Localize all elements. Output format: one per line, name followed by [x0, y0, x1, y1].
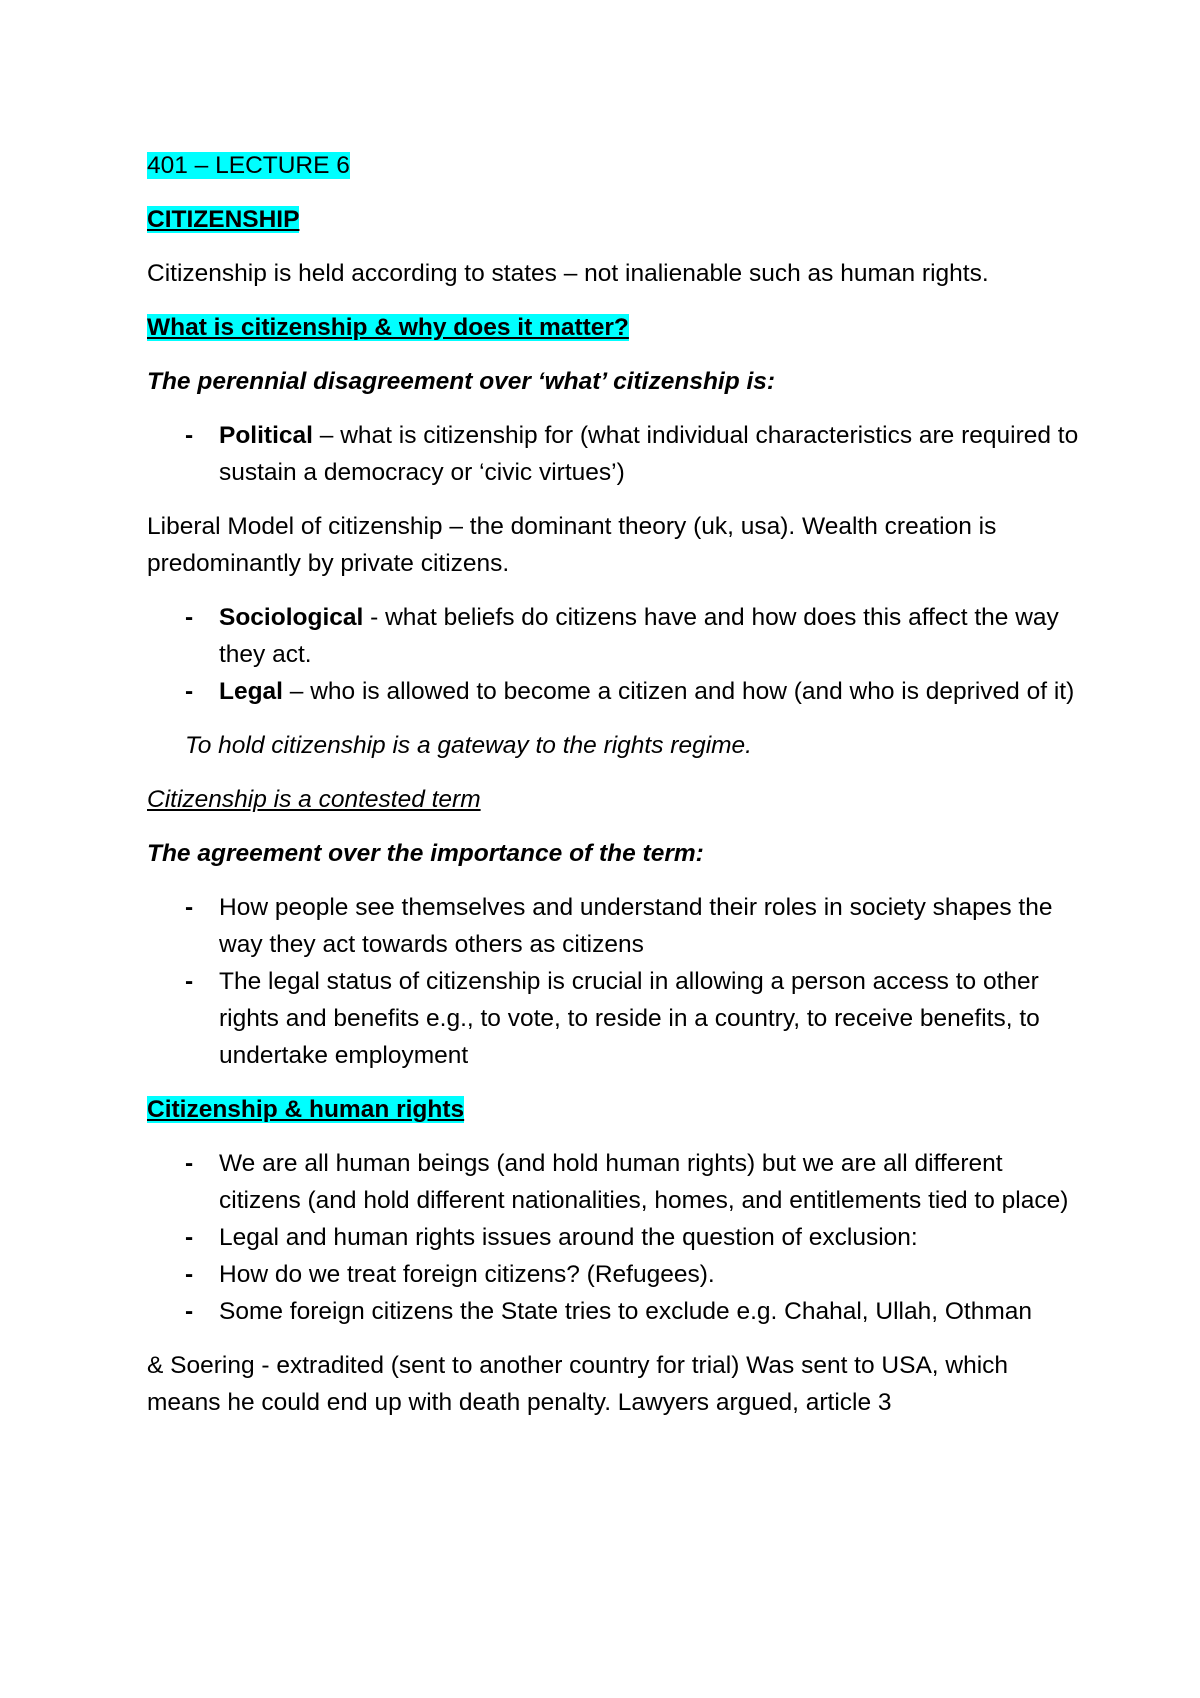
- importance-list: [147, 889, 1087, 1074]
- section-heading-human-rights: Citizenship & human rights: [147, 1096, 465, 1123]
- list-item: - The legal status of citizenship is crucial in allowing a person access to other rights and benefits e.g., to vote, to reside in a country, to receive benefits, to undertake employment: [147, 963, 1087, 1074]
- list-item-legal: - Legal – who is allowed to become a citizen and how (and who is deprived of it): [147, 673, 1087, 710]
- gateway-statement: To hold citizenship is a gateway to the rights regime.: [185, 732, 752, 759]
- human-rights-list: [147, 1145, 1087, 1330]
- section-heading-what-is-citizenship: What is citizenship & why does it matter?: [147, 314, 629, 341]
- list-item-political: - Political – what is citizenship for (what individual characteristics are required to sustain a democracy or ‘civic virtues’): [147, 417, 1087, 491]
- citizenship-heading: CITIZENSHIP: [147, 206, 300, 233]
- agreement-heading: The agreement over the importance of the term:: [147, 840, 704, 867]
- list-item: - We are all human beings (and hold human rights) but we are all different citizens (and hold different nationalities, homes, and entitlements tied to place): [147, 1145, 1087, 1219]
- soering-paragraph: & Soering - extradited (sent to another country for trial) Was sent to USA, which means he could end up with death penalty. Lawyers argued, article 3: [147, 1352, 1009, 1416]
- contested-term-line: Citizenship is a contested term: [147, 786, 481, 813]
- list-item: - Some foreign citizens the State tries to exclude e.g. Chahal, Ullah, Othman: [147, 1293, 1087, 1330]
- political-list: [147, 417, 1087, 491]
- liberal-model-paragraph: Liberal Model of citizenship – the dominant theory (uk, usa). Wealth creation is predominantly by private citizens.: [147, 513, 997, 577]
- list-item: - How people see themselves and understand their roles in society shapes the way they act towards others as citizens: [147, 889, 1087, 963]
- perennial-disagreement-heading: The perennial disagreement over ‘what’ citizenship is:: [147, 368, 776, 395]
- lecture-title: 401 – LECTURE 6: [147, 152, 350, 179]
- sociological-legal-list: [147, 599, 1087, 710]
- list-item: - How do we treat foreign citizens? (Refugees).: [147, 1256, 1087, 1293]
- intro-paragraph: Citizenship is held according to states – not inalienable such as human rights.: [147, 260, 989, 287]
- list-item-sociological: - Sociological - what beliefs do citizens have and how does this affect the way they act.: [147, 599, 1087, 673]
- list-item: - Legal and human rights issues around the question of exclusion:: [147, 1219, 1087, 1256]
- document-body: [147, 147, 1087, 1438]
